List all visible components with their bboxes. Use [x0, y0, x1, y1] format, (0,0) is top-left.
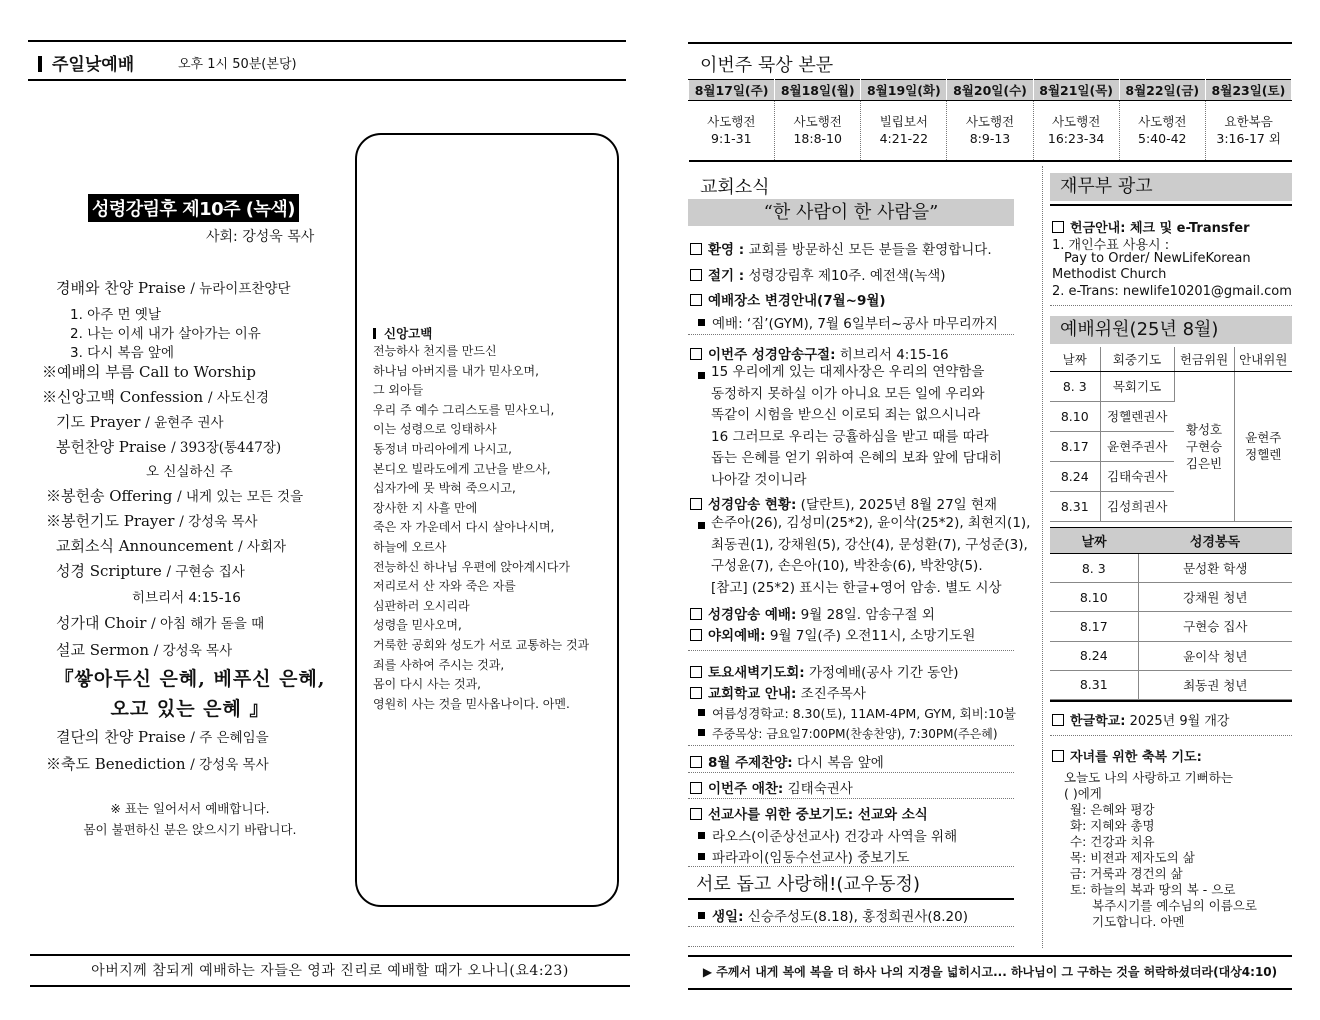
- children-prayer-2: ( )에게: [1064, 786, 1102, 801]
- ww-prayer: 김성희권사: [1100, 491, 1174, 521]
- worship-committee-title: 예배위원(25년 8월): [1050, 316, 1292, 344]
- read-person: 강채원 청년: [1138, 583, 1292, 612]
- mission-2: 파라과이(임동수선교사) 중보기도: [698, 846, 909, 866]
- offering-line-2: Pay to Order/ NewLifeKorean: [1064, 251, 1251, 266]
- bible-day: 8월20일(수): [947, 80, 1033, 101]
- bible-section-title: 이번주 묵상 본문: [700, 55, 834, 76]
- memory-verse-text: 15 우리에게 있는 대제사장은 우리의 연약함을 동정하지 못하실 이가 아니요 모든 일에 우리와 똑같이 시험을 받으신 이로되 죄는 없으시니라 16 그러므로 우리는 긍휼하심을 받고 때를 따라 돕는 은혜를 얻기 위하여 은혜의 보좌 앞에 담대히 나아갈 것이니라: [711, 364, 1002, 488]
- ww-date: 8.10: [1050, 401, 1100, 431]
- ww-prayer: 목회기도: [1100, 371, 1174, 401]
- school-detail-1: 여름성경학교: 8.30(토), 11AM-4PM, GYM, 회비:10불: [698, 704, 1016, 722]
- korean-school: 한글학교: 2025년 9월 개강: [1052, 710, 1229, 729]
- children-day: 토: 하늘의 복과 땅의 복 - 으로: [1070, 882, 1236, 897]
- read-person: 윤이삭 청년: [1138, 641, 1292, 670]
- bible-passage: 빌립보서 4:21-22: [861, 101, 947, 161]
- order-confession: ※신앙고백 Confession / 사도신경: [42, 388, 270, 406]
- read-person: 문성환 학생: [1138, 554, 1292, 583]
- order-closing: 결단의 찬양 Praise / 주 은혜임을: [56, 728, 269, 746]
- mission-1: 라오스(이준상선교사) 건강과 사역을 위해: [698, 825, 957, 845]
- ww-header: 회중기도: [1100, 347, 1174, 371]
- read-date: 8.24: [1050, 641, 1138, 670]
- read-person: 구현승 집사: [1138, 612, 1292, 641]
- news-flowers: 이번주 애찬: 김태숙권사: [690, 777, 853, 797]
- ww-date: 8.17: [1050, 431, 1100, 461]
- news-mission: 선교사를 위한 중보기도: 선교와 소식: [690, 803, 928, 823]
- read-date: 8.10: [1050, 583, 1138, 612]
- bible-day: 8월18일(월): [775, 80, 861, 101]
- ww-header: 헌금위원: [1174, 347, 1234, 371]
- standing-note: ※ 표는 일어서서 예배합니다. 몸이 불편하신 분은 앉으시기 바랍니다.: [83, 801, 297, 837]
- children-prayer-title: 자녀를 위한 축복 기도:: [1052, 746, 1202, 765]
- bible-passage: 사도행전 18:8-10: [775, 101, 861, 161]
- offering-guide: 헌금안내: 체크 및 e-Transfer: [1052, 217, 1249, 236]
- news-season: 절기 : 성령강림후 제10주. 예전색(녹색): [690, 264, 946, 284]
- school-detail-2: 주중목상: 금요일7:00PM(찬송찬양), 7:30PM(주은혜): [698, 725, 998, 742]
- order-offering-praise: 봉헌찬양 Praise / 393장(통447장): [56, 438, 282, 456]
- presider: 사회: 강성욱 목사: [206, 229, 315, 245]
- left-footer-verse: 아버지께 참되게 예배하는 자들은 영과 진리로 예배할 때가 오나니(요4:23): [91, 963, 569, 979]
- offering-line-3: Methodist Church: [1052, 267, 1167, 282]
- bible-passage: 사도행전 9:1-31: [689, 101, 775, 161]
- scripture-ref: 히브리서 4:15-16: [132, 590, 241, 606]
- news-memory-status: 성경암송 현황: (달란트), 2025년 8월 27일 현재: [690, 493, 997, 513]
- service-title: 주일낮예배: [38, 50, 134, 75]
- news-title: 교회소식: [700, 177, 770, 198]
- bible-passage: 요한복음 3:16-17 외: [1205, 101, 1291, 161]
- finance-title: 재무부 광고: [1050, 173, 1292, 201]
- read-person: 최동권 청년: [1138, 670, 1292, 699]
- news-venue: 예배장소 변경안내(7월~9월): [690, 289, 886, 309]
- ww-date: 8.24: [1050, 461, 1100, 491]
- ww-offering-members: 황성호 구현승 김은빈: [1174, 371, 1234, 521]
- season-banner: 성령강림후 제10주 (녹색): [88, 194, 299, 222]
- offering-line-1: 1. 개인수표 사용시 :: [1052, 238, 1170, 253]
- ww-date: 8.31: [1050, 491, 1100, 521]
- ww-prayer: 김태숙권사: [1100, 461, 1174, 491]
- song-3: 3. 다시 복음 앞에: [70, 345, 174, 361]
- children-prayer-3: 복주시기를 예수님의 이름으로: [1092, 898, 1257, 913]
- read-header: 성경봉독: [1138, 528, 1292, 554]
- bible-day: 8월19일(화): [861, 80, 947, 101]
- read-header: 날짜: [1050, 528, 1138, 554]
- bible-day: 8월17일(주): [689, 80, 775, 101]
- order-offering: ※봉헌송 Offering / 내게 있는 모든 것을: [46, 487, 304, 505]
- creed-text: 전능하사 천지를 만드신 하나님 아버지를 내가 믿사오며, 그 외아들 우리 주 예수 그리스도를 믿사오니, 이는 성령으로 잉태하사 동정녀 마리아에게 나시고, 본디오 빌라도에게 고난을 받으사, 십자가에 못 박혀 죽으시고, 장사한 지 사흘 만에 죽은 자 가운데서 다시 살아나시며, 하늘에 오르사 전능하신 하나님 우편에 앉아계시다가 저리로서 산 자와 죽은 자를 심판하러 오시리라 성령을 믿사오며, 거룩한 공회와 성도가 서로 교통하는 것과 죄를 사하여 주시는 것과, 몸이 다시 사는 것과, 영원히 사는 것을 믿사옵나이다. 아멘.: [373, 344, 590, 711]
- read-date: 8.31: [1050, 670, 1138, 699]
- children-day: 월: 은혜와 평강: [1070, 802, 1155, 817]
- children-day: 화: 지혜와 총명: [1070, 818, 1155, 833]
- order-sermon: 설교 Sermon / 강성욱 목사: [56, 641, 233, 659]
- ww-header: 날짜: [1050, 347, 1100, 371]
- ww-prayer: 정헬렌권사: [1100, 401, 1174, 431]
- children-prayer-1: 오늘도 나의 사랑하고 기뻐하는: [1064, 770, 1233, 785]
- sermon-title: 『쌓아두신 은혜, 베푸신 은혜, 오고 있는 은혜 』: [54, 668, 326, 720]
- memory-status-list: 손주아(26), 김성미(25*2), 윤이삭(25*2), 최현지(1), 최동권(1), 강채원(5), 강산(4), 문성환(7), 구성준(3), 구성윤(7), 손은아(10), 박찬송(6), 박찬양(5). [참고] (25*2) 표시는 한글+영어 암송. 별도 시상: [711, 515, 1031, 596]
- bible-day: 8월22일(금): [1119, 80, 1205, 101]
- ww-prayer: 윤현주권사: [1100, 431, 1174, 461]
- news-school: 교회학교 안내: 조진주목사: [690, 682, 866, 702]
- read-date: 8. 3: [1050, 554, 1138, 583]
- service-time: 오후 1시 50분(본당): [178, 57, 297, 72]
- order-praise: 경배와 찬양 Praise / 뉴라이프찬양단: [56, 279, 291, 297]
- order-offering-prayer: ※봉헌기도 Prayer / 강성욱 목사: [46, 512, 258, 530]
- ww-date: 8. 3: [1050, 371, 1100, 401]
- news-motto: “한 사람이 한 사람을”: [688, 199, 1014, 226]
- news-memory-worship: 성경암송 예배: 9월 28일. 암송구절 외: [690, 603, 935, 623]
- worship-committee-table: [1050, 347, 1292, 522]
- news-venue-detail: 예배: ‘짐’(GYM), 7월 6일부터~공사 마무리까지: [698, 312, 998, 332]
- bible-passage: 사도행전 8:9-13: [947, 101, 1033, 161]
- order-call: ※예배의 부름 Call to Worship: [42, 363, 256, 381]
- order-benediction: ※축도 Benediction / 강성욱 목사: [46, 755, 269, 773]
- read-date: 8.17: [1050, 612, 1138, 641]
- bible-day: 8월23일(토): [1205, 80, 1291, 101]
- bible-reading-table: [688, 79, 1292, 162]
- news-outdoor: 야외예배: 9월 7일(주) 오전11시, 소망기도원: [690, 624, 975, 644]
- offering-line-4: 2. e-Trans: newlife10201@gmail.com: [1052, 284, 1292, 299]
- ww-usher-members: 윤현주 정헬렌: [1234, 371, 1292, 521]
- order-prayer: 기도 Prayer / 윤현주 권사: [56, 413, 224, 431]
- children-prayer-4: 기도합니다. 아멘: [1092, 914, 1185, 929]
- bible-passage: 사도행전 16:23-34: [1033, 101, 1119, 161]
- ww-header: 안내위원: [1234, 347, 1292, 371]
- news-memory: 이번주 성경암송구절: 히브리서 4:15-16: [690, 343, 949, 363]
- song-2: 2. 나는 이세 내가 살아가는 이유: [70, 326, 261, 342]
- right-footer-verse: ▶ 주께서 내게 복에 복을 더 하사 나의 지경을 넓히시고... 하나님이 그 구하는 것을 허락하셨더라(대상4:10): [702, 965, 1278, 979]
- order-choir: 성가대 Choir / 아침 해가 돋을 때: [56, 614, 265, 632]
- news-dawn: 토요새벽기도회: 가정예배(공사 기간 동안): [690, 661, 959, 681]
- creed-title: 신앙고백: [373, 324, 432, 342]
- scripture-reader-table: [1050, 527, 1292, 700]
- song-1: 1. 아주 먼 옛날: [70, 307, 161, 323]
- order-announcement: 교회소식 Announcement / 사회자: [56, 537, 287, 555]
- news-birthday: 생일: 신승주성도(8.18), 홍정희권사(8.20): [698, 905, 968, 925]
- children-day: 목: 비젼과 제자도의 삶: [1070, 850, 1195, 865]
- children-day: 금: 거룩과 경건의 삶: [1070, 866, 1183, 881]
- news-theme-song: 8월 주제찬양: 다시 복음 앞에: [690, 751, 884, 771]
- offering-praise-song: 오 신실하신 주: [146, 464, 233, 480]
- children-day: 수: 건강과 치유: [1070, 834, 1155, 849]
- bible-day: 8월21일(목): [1033, 80, 1119, 101]
- order-scripture: 성경 Scripture / 구현승 집사: [56, 562, 245, 580]
- bible-passage: 사도행전 5:40-42: [1119, 101, 1205, 161]
- fellowship-title: 서로 돕고 사랑해!(교우동정): [696, 874, 920, 895]
- news-welcome: 환영 : 교회를 방문하신 모든 분들을 환영합니다.: [690, 238, 992, 258]
